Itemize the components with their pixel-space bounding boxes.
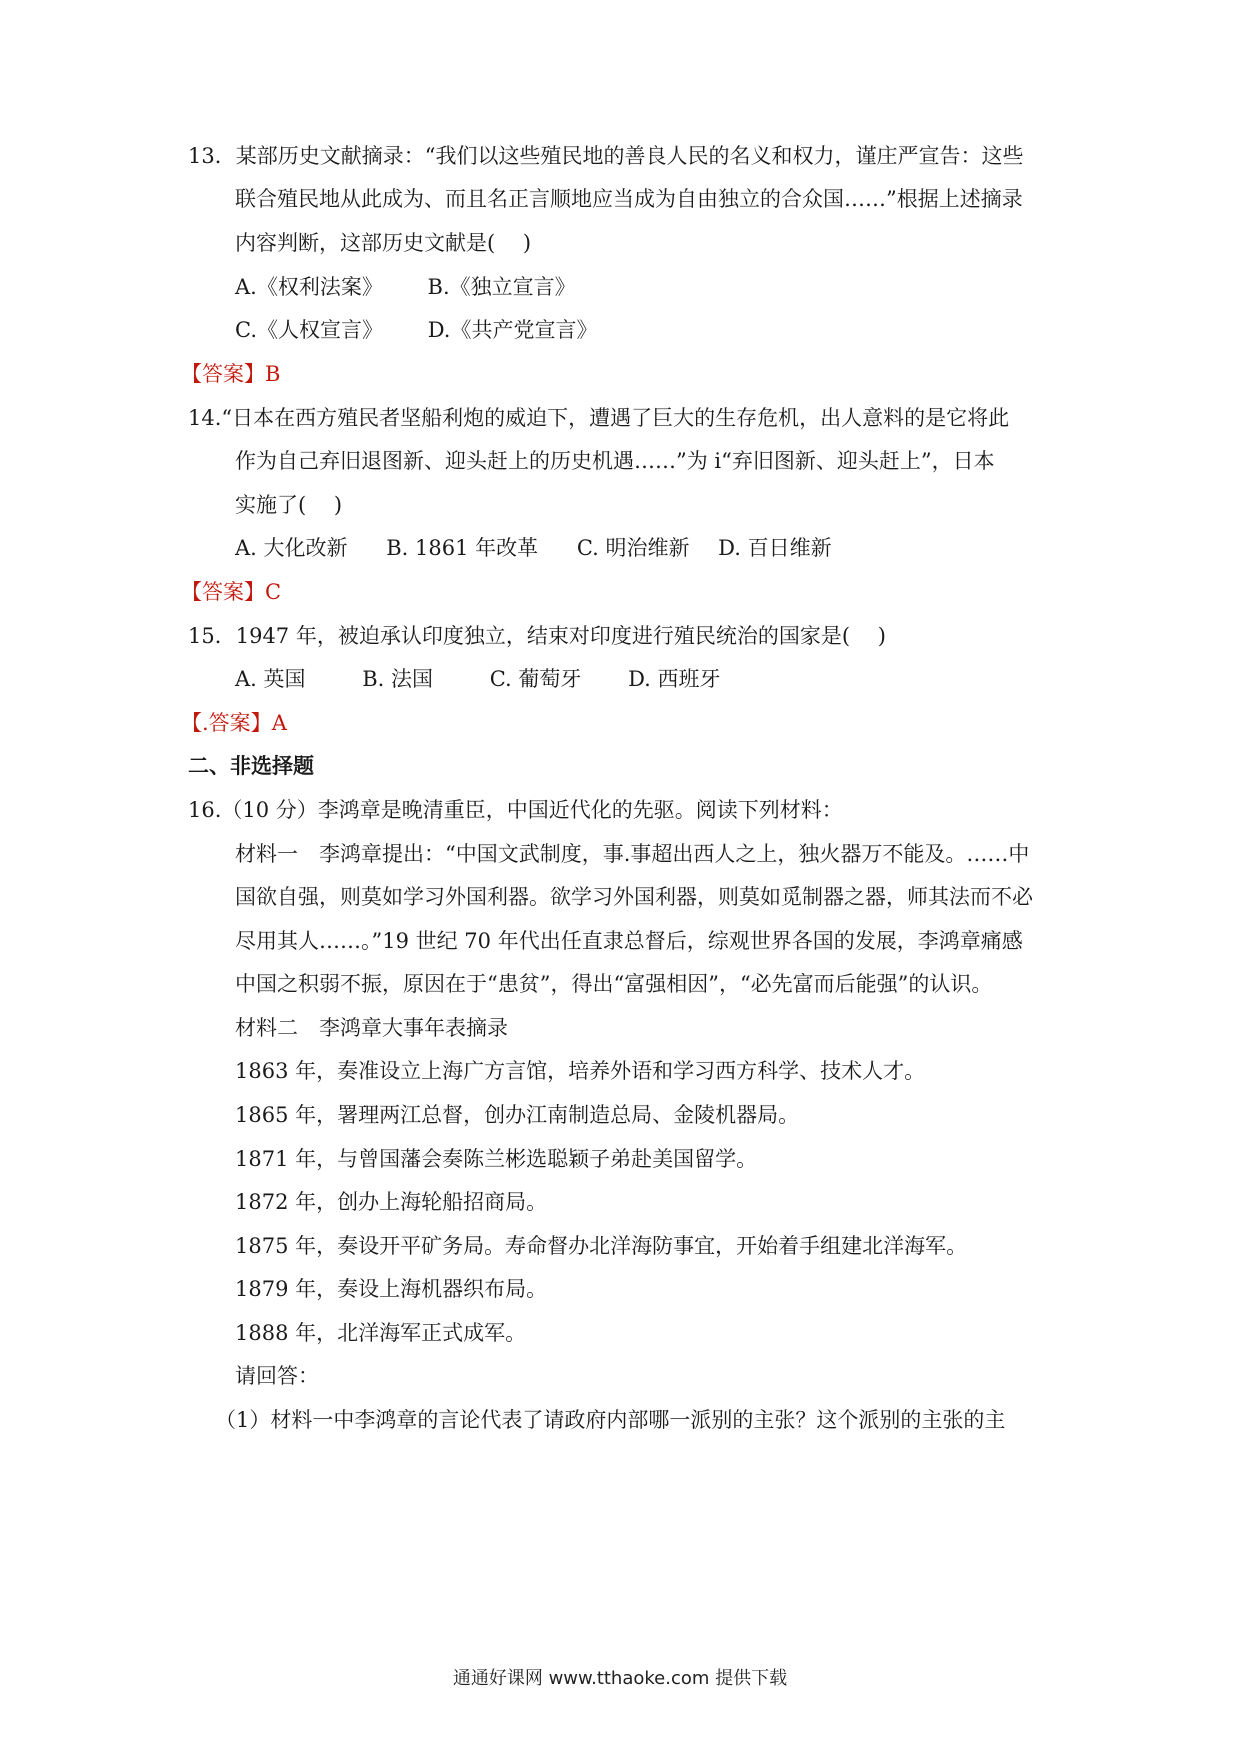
q13-option-d: D.《共产党宣言》 (427, 318, 598, 342)
q16-material1-line3: 尽用其人……。”19 世纪 70 年代出任直隶总督后，综观世界各国的发展，李鸿章痛感 (235, 929, 1023, 953)
q16-event-1875: 1875 年，奏设开平矿务局。寿命督办北洋海防事宜，开始着手组建北洋海军。 (235, 1234, 968, 1258)
q14-option-a: A. 大化改新 (235, 536, 348, 560)
q16-event-1871: 1871 年，与曾国藩会奏陈兰彬选聪颖子弟赴美国留学。 (235, 1147, 758, 1171)
q16-event-1888: 1888 年，北洋海军正式成军。 (235, 1321, 527, 1345)
q13-answer-label: 【答案】 (181, 362, 265, 386)
q14-stem-line2: 作为自己弃旧退图新、迎头赶上的历史机遇……”为 i“弃旧图新、迎头赶上”，日本 (235, 449, 995, 473)
q13-option-c: C.《人权宣言》 (235, 318, 383, 342)
q15-answer-label: 【.答案】 (181, 711, 272, 735)
q15-option-a: A. 英国 (235, 667, 306, 691)
q13-options-row2 (235, 315, 635, 345)
section-heading: 二、非选择题 (188, 754, 314, 778)
q16-material1-line4: 中国之积弱不振，原因在于“患贫”，得出“富强相因”，“必先富而后能强”的认识。 (235, 972, 993, 996)
q16-event-1872: 1872 年，创办上海轮船招商局。 (235, 1190, 548, 1214)
q14-stem-line1: 14.“日本在西方殖民者坚船利炮的威迫下，遭遇了巨大的生存危机，出人意料的是它将此 (188, 406, 1010, 430)
q15-option-b: B. 法国 (362, 667, 434, 691)
q15-answer (181, 708, 287, 738)
q16-prompt: 请回答： (235, 1364, 319, 1388)
q16-material1-line2: 国欲自强，则莫如学习外国利器。欲学习外国利器，则莫如觅制器之器，师其法而不必 (235, 885, 1033, 909)
q13-answer (181, 359, 280, 389)
q14-option-c: C. 明治维新 (576, 536, 690, 560)
q15-stem: 15．1947 年，被迫承认印度独立，结束对印度进行殖民统治的国家是( ) (188, 624, 886, 648)
q14-stem-line3: 实施了( ) (235, 493, 343, 517)
q16-event-1879: 1879 年，奏设上海机器织布局。 (235, 1277, 548, 1301)
q13-answer-value: B (265, 362, 281, 386)
q16-material1-line1: 材料一 李鸿章提出：“中国文武制度，事.事超出西人之上，独火器万不能及。……中 (235, 842, 1030, 866)
q15-answer-value: A (271, 711, 287, 735)
q16-event-1865: 1865 年，署理两江总督，创办江南制造总局、金陵机器局。 (235, 1103, 800, 1127)
q14-option-b: B. 1861 年改革 (386, 536, 539, 560)
q15-options (235, 664, 759, 694)
q15-option-d: D. 西班牙 (628, 667, 721, 691)
q14-answer (181, 577, 281, 607)
q14-answer-label: 【答案】 (181, 580, 265, 604)
q13-options-row1 (235, 272, 614, 302)
q14-option-d: D. 百日维新 (718, 536, 832, 560)
q13-option-a: A.《权利法案》 (235, 275, 383, 299)
q16-material2-title: 材料二 李鸿章大事年表摘录 (235, 1016, 508, 1040)
q15-option-c: C. 葡萄牙 (489, 667, 582, 691)
q16-stem: 16.（10 分）李鸿章是晚清重臣，中国近代化的先驱。阅读下列材料： (188, 798, 843, 822)
q16-subquestion-1: （1）材料一中李鸿章的言论代表了请政府内部哪一派别的主张？这个派别的主张的主 (215, 1408, 1006, 1432)
q13-stem-line3: 内容判断，这部历史文献是( ) (235, 231, 532, 255)
q16-event-1863: 1863 年，奏准设立上海广方言馆，培养外语和学习西方科学、技术人才。 (235, 1059, 926, 1083)
q13-option-b: B.《独立宣言》 (427, 275, 576, 299)
q14-answer-value: C (265, 580, 282, 604)
q13-stem-line1: 13．某部历史文献摘录：“我们以这些殖民地的善良人民的名义和权力，谨庄严宣告：这些 (188, 144, 1024, 168)
page-footer: 通通好课网 www.tthaoke.com 提供下载 (452, 1668, 788, 1689)
q14-options (235, 533, 870, 563)
q13-stem-line2: 联合殖民地从此成为、而且名正言顺地应当成为自由独立的合众国……”根据上述摘录 (235, 187, 1023, 211)
